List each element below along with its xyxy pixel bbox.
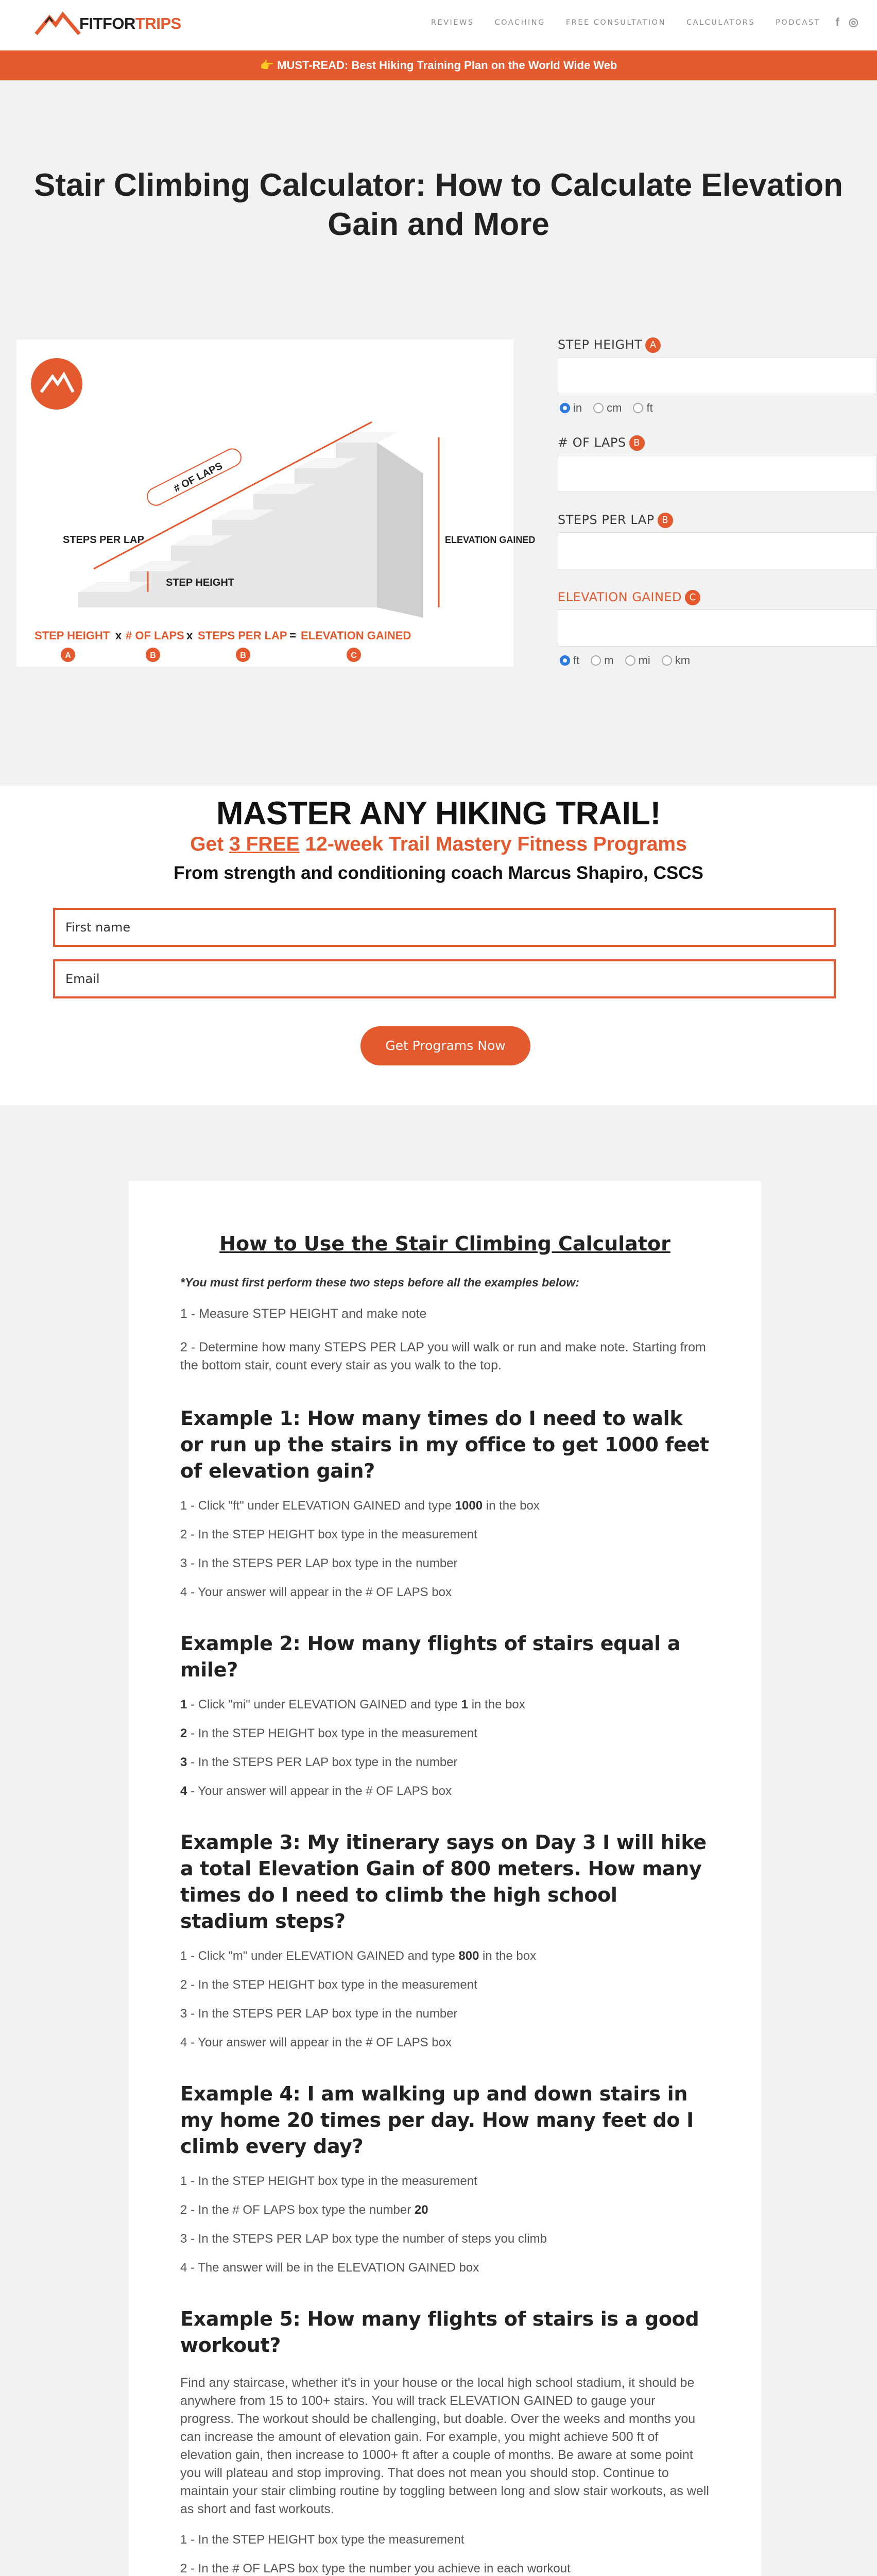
formula-badge-b2: B bbox=[240, 651, 246, 660]
badge-b-2: B bbox=[658, 513, 673, 528]
badge-b: B bbox=[629, 435, 645, 451]
optin-sub-pre: Get bbox=[190, 833, 230, 855]
first-name-input[interactable]: First name bbox=[53, 908, 836, 947]
nav-item-coaching[interactable]: COACHING bbox=[494, 19, 545, 27]
howto-title: How to Use the Stair Climbing Calculator bbox=[219, 1232, 670, 1255]
step-number: 3 bbox=[180, 1755, 187, 1769]
diagram-label-laps: # OF LAPS bbox=[171, 460, 225, 495]
social-links bbox=[835, 15, 858, 29]
email-field[interactable]: Email bbox=[53, 959, 836, 998]
laps-label-text: # OF LAPS bbox=[558, 435, 626, 450]
example-5-step-2: 2 - In the # OF LAPS box type the number you achieve in each workout bbox=[180, 2562, 571, 2575]
step-text-end: in the box bbox=[468, 1698, 525, 1711]
optin-sub-free: 3 FREE bbox=[229, 833, 300, 855]
howto-pre-2: 2 - Determine how many STEPS PER LAP you will walk or run and make note. Starting from the bottom stair, count every stair as you walk to the top. bbox=[180, 1340, 706, 1372]
unit-ft-elev-label: ft bbox=[573, 654, 580, 667]
step-value: 20 bbox=[414, 2203, 428, 2217]
radio-unchecked-icon bbox=[633, 403, 643, 413]
step-text: 1 - Click "m" under ELEVATION GAINED and type bbox=[180, 1949, 459, 1963]
diagram-label-step-height: STEP HEIGHT bbox=[166, 577, 234, 588]
example-2-heading: Example 2: How many flights of stairs equal a mile? bbox=[180, 1632, 681, 1681]
radio-unchecked-icon bbox=[591, 655, 601, 666]
step-text-end: in the box bbox=[483, 1499, 540, 1513]
unit-in-label: in bbox=[573, 401, 582, 414]
example-3-step-4: 4 - Your answer will appear in the # OF LAPS box bbox=[180, 2036, 452, 2049]
example-1-heading: Example 1: How many times do I need to walk or run up the stairs in my office to get 1000 feet of elevation gain? bbox=[180, 1407, 709, 1482]
badge-a: A bbox=[645, 337, 661, 353]
unit-ft-elev-radio[interactable] bbox=[560, 654, 579, 667]
steps-per-lap-label-text: STEPS PER LAP bbox=[558, 513, 655, 527]
radio-unchecked-icon bbox=[593, 403, 604, 413]
site-header bbox=[0, 0, 877, 50]
radio-checked-icon bbox=[560, 403, 570, 413]
step-value: 1000 bbox=[455, 1499, 483, 1513]
formula-times-2: x bbox=[186, 629, 193, 642]
steps-per-lap-input[interactable] bbox=[558, 532, 877, 569]
get-programs-button[interactable]: Get Programs Now bbox=[360, 1026, 530, 1065]
step-number: 2 bbox=[180, 1726, 187, 1740]
nav-item-podcast[interactable]: PODCAST bbox=[776, 19, 820, 27]
unit-ft-radio[interactable] bbox=[633, 401, 652, 415]
stair-diagram bbox=[16, 340, 536, 667]
step-number: 1 bbox=[180, 1698, 187, 1711]
logo-text-fit: FITFOR bbox=[79, 14, 135, 32]
radio-unchecked-icon bbox=[625, 655, 635, 666]
height-units bbox=[560, 401, 877, 415]
example-2-step-3 bbox=[180, 1755, 710, 1770]
example-4-step-2 bbox=[180, 2203, 710, 2217]
main-nav bbox=[431, 19, 820, 27]
unit-km-radio[interactable] bbox=[662, 654, 690, 667]
example-5-intro: Find any staircase, whether it's in your house or the local high school stadium, it should be anywhere from 15 to 100+ stairs. You will track ELEVATION GAINED to gauge your progress. The workout should be challenging, but doable. Over the weeks and months you can increase the amount of elevation gain. For example, you might achieve 500 ft of elevation gain, then increase to 1000+ ft after a couple of months. Be aware at some point you will plateau and stop improving. That does not mean you should stop. Continue to maintain your stair climbing routine by toggling between long and slow stair workouts, as well as short and fast workouts. bbox=[180, 2376, 709, 2516]
site-logo[interactable] bbox=[34, 8, 181, 39]
step-text: 2 - In the # OF LAPS box type the number bbox=[180, 2203, 415, 2217]
formula-badge-c: C bbox=[351, 651, 357, 660]
steps-per-lap-label bbox=[558, 513, 877, 528]
howto-note: *You must first perform these two steps before all the examples below: bbox=[180, 1276, 579, 1289]
banner-text: Best Hiking Training Plan on the World Wide Web bbox=[351, 59, 617, 72]
step-text-end: in the box bbox=[479, 1949, 537, 1963]
example-5-heading: Example 5: How many flights of stairs is a good workout? bbox=[180, 2308, 699, 2357]
mountain-logo-icon bbox=[34, 8, 81, 39]
unit-m-label: m bbox=[604, 654, 614, 667]
step-number: 4 bbox=[180, 1784, 187, 1798]
example-1-step-4: 4 - Your answer will appear in the # OF LAPS box bbox=[180, 1585, 452, 1599]
unit-cm-label: cm bbox=[607, 401, 622, 414]
unit-cm-radio[interactable] bbox=[593, 401, 622, 415]
formula-badge-b1: B bbox=[150, 651, 156, 660]
diagram-label-steps-per-lap: STEPS PER LAP bbox=[63, 534, 144, 546]
step-text: 1 - Click "ft" under ELEVATION GAINED and type bbox=[180, 1499, 455, 1513]
step-text: - Your answer will appear in the # OF LAPS box bbox=[187, 1784, 452, 1798]
radio-unchecked-icon bbox=[662, 655, 672, 666]
formula-elevation: ELEVATION GAINED bbox=[301, 629, 411, 642]
example-4-step-3: 3 - In the STEPS PER LAP box type the number of steps you climb bbox=[180, 2232, 547, 2246]
example-1-step-1 bbox=[180, 1499, 710, 1513]
formula-times-1: x bbox=[115, 629, 122, 642]
facebook-icon[interactable]: f bbox=[835, 15, 839, 28]
optin-title: MASTER ANY HIKING TRAIL! bbox=[216, 795, 661, 832]
example-3-step-3: 3 - In the STEPS PER LAP box type in the number bbox=[180, 2007, 458, 2021]
optin-sub-post: 12-week Trail Mastery Fitness Programs bbox=[299, 833, 687, 855]
radio-checked-icon bbox=[560, 655, 570, 666]
formula-laps: # OF LAPS bbox=[126, 629, 184, 642]
elevation-gained-label-text: ELEVATION GAINED bbox=[558, 590, 682, 604]
step-text: - In the STEP HEIGHT box type in the measurement bbox=[187, 1726, 477, 1740]
logo-text-trips: TRIPS bbox=[135, 14, 181, 32]
optin-subtitle bbox=[0, 833, 877, 856]
elevation-gained-label bbox=[558, 590, 877, 605]
example-3-step-2: 2 - In the STEP HEIGHT box type in the measurement bbox=[180, 1978, 477, 1992]
example-3-heading: Example 3: My itinerary says on Day 3 I will hike a total Elevation Gain of 800 meters. How many times do I need to climb the high school stadium steps? bbox=[180, 1831, 707, 1933]
laps-label bbox=[558, 435, 877, 451]
example-1-step-2: 2 - In the STEP HEIGHT box type in the measurement bbox=[180, 1528, 477, 1541]
content-card bbox=[129, 1181, 761, 2576]
step-text: - In the STEPS PER LAP box type in the number bbox=[187, 1755, 458, 1769]
unit-in-radio[interactable] bbox=[560, 401, 582, 415]
optin-byline: From strength and conditioning coach Marcus Shapiro, CSCS bbox=[174, 863, 703, 883]
formula-steps-per-lap: STEPS PER LAP bbox=[198, 629, 287, 642]
unit-km-label: km bbox=[675, 654, 691, 667]
step-text: - Click "mi" under ELEVATION GAINED and type bbox=[187, 1698, 461, 1711]
formula-equals: = bbox=[289, 629, 296, 642]
laps-input[interactable] bbox=[558, 455, 877, 492]
formula-badge-a: A bbox=[65, 651, 71, 660]
page-title: Stair Climbing Calculator: How to Calculate Elevation Gain and More bbox=[34, 167, 843, 242]
example-2-step-2 bbox=[180, 1726, 710, 1741]
example-2-step-1 bbox=[180, 1698, 710, 1712]
step-value: 800 bbox=[458, 1949, 479, 1963]
stair-calculator-form bbox=[558, 337, 877, 688]
instagram-icon[interactable]: ◎ bbox=[848, 15, 858, 28]
example-5-step-1: 1 - In the STEP HEIGHT box type the measurement bbox=[180, 2533, 465, 2547]
stairs-shape bbox=[78, 432, 423, 618]
example-4-heading: Example 4: I am walking up and down stairs in my home 20 times per day. How many feet do I climb every day? bbox=[180, 2082, 694, 2158]
step-value: 1 bbox=[461, 1698, 469, 1711]
unit-m-radio[interactable] bbox=[591, 654, 613, 667]
badge-c: C bbox=[685, 590, 700, 605]
nav-item-calculators[interactable]: CALCULATORS bbox=[686, 19, 755, 27]
formula-step-height: STEP HEIGHT bbox=[35, 629, 110, 642]
must-read-banner[interactable] bbox=[0, 50, 877, 80]
nav-item-reviews[interactable]: REVIEWS bbox=[431, 19, 474, 27]
optin-section bbox=[0, 786, 877, 1105]
step-height-label-text: STEP HEIGHT bbox=[558, 337, 643, 352]
step-height-label bbox=[558, 337, 877, 353]
banner-prefix: 👉 MUST-READ: bbox=[260, 59, 349, 72]
example-1-step-3: 3 - In the STEPS PER LAP box type in the number bbox=[180, 1556, 458, 1570]
howto-section bbox=[180, 1232, 710, 2576]
elevation-units bbox=[560, 654, 877, 667]
unit-mi-label: mi bbox=[638, 654, 650, 667]
step-height-input[interactable] bbox=[558, 357, 877, 394]
example-2-step-4 bbox=[180, 1784, 710, 1799]
unit-mi-radio[interactable] bbox=[625, 654, 650, 667]
diagram-label-elevation: ELEVATION GAINED bbox=[445, 535, 536, 545]
elevation-gained-input[interactable] bbox=[558, 609, 877, 647]
example-4-step-1: 1 - In the STEP HEIGHT box type in the measurement bbox=[180, 2174, 477, 2188]
example-3-step-1 bbox=[180, 1949, 710, 1963]
howto-pre-1: 1 - Measure STEP HEIGHT and make note bbox=[180, 1307, 427, 1321]
unit-ft-label: ft bbox=[646, 401, 653, 414]
example-4-step-4: 4 - The answer will be in the ELEVATION GAINED box bbox=[180, 2261, 479, 2275]
nav-item-free-consultation[interactable]: FREE CONSULTATION bbox=[565, 19, 666, 27]
stair-illustration bbox=[16, 340, 536, 667]
